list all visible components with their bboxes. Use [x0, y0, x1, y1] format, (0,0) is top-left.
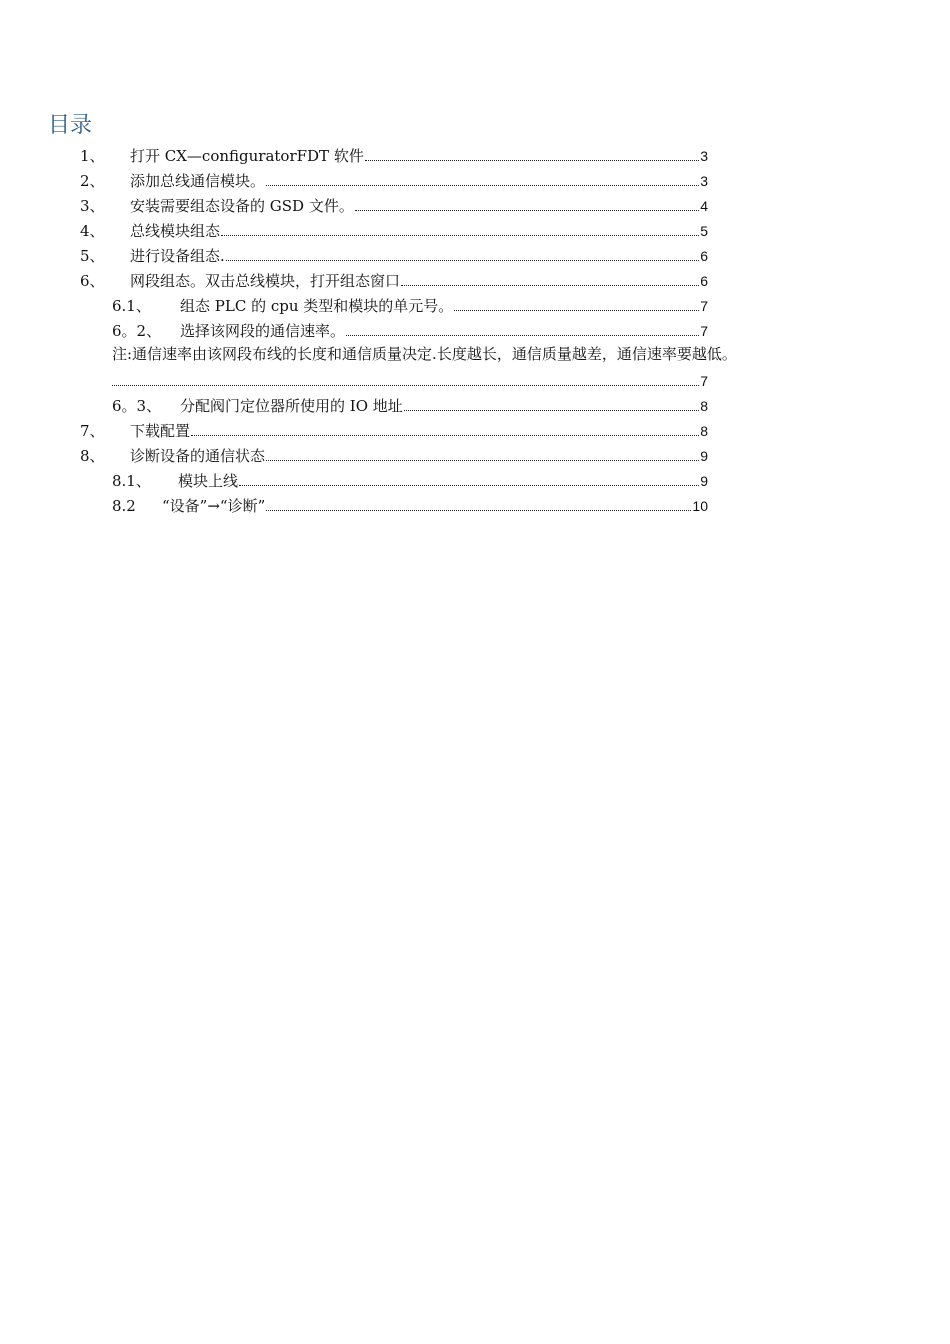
- toc-entry-page: 4: [700, 198, 708, 214]
- toc-entry-text: 添加总线通信模块。: [130, 172, 266, 190]
- toc-entry-number: 1、: [80, 147, 105, 165]
- toc-entry-text: 分配阀门定位器所使用的 IO 地址: [180, 397, 403, 415]
- toc-title: 目录: [48, 113, 93, 138]
- toc-entry-page: 7: [700, 298, 708, 314]
- toc-entry-text: 进行设备组态.: [130, 247, 225, 265]
- dot-leader: [221, 235, 699, 236]
- toc-entry-number: 8.1、: [112, 472, 151, 490]
- toc-entry-number: 6。3、: [112, 397, 162, 415]
- dot-leader: [346, 335, 699, 336]
- toc-entry-text: “设备”→“诊断”: [162, 497, 266, 515]
- toc-entry-note[interactable]: [112, 366, 708, 390]
- toc-entry-1[interactable]: [80, 141, 708, 165]
- toc-entry-page: 5: [700, 223, 708, 239]
- toc-entry-number: 8.2: [112, 497, 136, 515]
- dot-leader: [266, 185, 699, 186]
- toc-entry-number: 6、: [80, 272, 105, 290]
- toc-entry-6-3[interactable]: [112, 391, 708, 415]
- toc-entry-6[interactable]: [80, 266, 708, 290]
- toc-entry-page: 6: [700, 248, 708, 264]
- toc-entry-page: 7: [700, 323, 708, 339]
- toc-entry-page: 8: [700, 398, 708, 414]
- toc-entry-2[interactable]: [80, 166, 708, 190]
- toc-entry-number: 4、: [80, 222, 105, 240]
- toc-entry-number: 7、: [80, 422, 105, 440]
- toc-entry-6-2[interactable]: [112, 316, 708, 340]
- toc-entry-5[interactable]: [80, 241, 708, 265]
- toc-entry-text: 组态 PLC 的 cpu 类型和模块的单元号。: [180, 297, 454, 315]
- toc-entry-number: 2、: [80, 172, 105, 190]
- toc-entry-page: 9: [700, 473, 708, 489]
- toc-entry-page: 3: [700, 148, 708, 164]
- toc-entry-text: 安装需要组态设备的 GSD 文件。: [130, 197, 354, 215]
- toc-entry-page: 9: [700, 448, 708, 464]
- toc-entry-number: 6.1、: [112, 297, 151, 315]
- dot-leader: [266, 510, 691, 511]
- toc-entry-text: 选择该网段的通信速率。: [180, 322, 346, 340]
- dot-leader: [266, 460, 699, 461]
- dot-leader: [454, 310, 699, 311]
- toc-entry-8-1[interactable]: [112, 466, 708, 490]
- dot-leader: [404, 410, 699, 411]
- toc-entry-page: 10: [692, 498, 708, 514]
- toc-entry-8-2[interactable]: [112, 491, 708, 515]
- toc-entry-number: 8、: [80, 447, 105, 465]
- toc-entry-number: 5、: [80, 247, 105, 265]
- toc-entry-text: 模块上线: [178, 472, 239, 490]
- toc-entry-8[interactable]: [80, 441, 708, 465]
- toc-entry-text: 打开 CX—configuratorFDT 软件: [130, 147, 364, 165]
- toc-entry-text: 总线模块组态: [130, 222, 221, 240]
- toc-entry-note-text[interactable]: 注:通信速率由该网段布线的长度和通信质量决定.长度越长，通信质量越差，通信速率要越低。: [112, 345, 737, 363]
- toc-entry-number: 6。2、: [112, 322, 162, 340]
- dot-leader: [191, 435, 699, 436]
- toc-entry-text: 下载配置: [130, 422, 191, 440]
- dot-leader: [401, 285, 699, 286]
- toc-entry-3[interactable]: [80, 191, 708, 215]
- toc-entry-page: 8: [700, 423, 708, 439]
- dot-leader: [365, 160, 699, 161]
- toc-entry-page: 6: [700, 273, 708, 289]
- toc-entry-text: 诊断设备的通信状态: [130, 447, 266, 465]
- dot-leader: [112, 385, 699, 386]
- toc-entry-text: 网段组态。双击总线模块，打开组态窗口: [130, 272, 401, 290]
- toc-entry-page: 3: [700, 173, 708, 189]
- toc-entry-6-1[interactable]: [112, 291, 708, 315]
- toc-entry-number: 3、: [80, 197, 105, 215]
- dot-leader: [355, 210, 699, 211]
- toc-entry-7[interactable]: [80, 416, 708, 440]
- dot-leader: [239, 485, 699, 486]
- toc-entry-page: 7: [700, 373, 708, 389]
- dot-leader: [226, 260, 699, 261]
- toc-entry-4[interactable]: [80, 216, 708, 240]
